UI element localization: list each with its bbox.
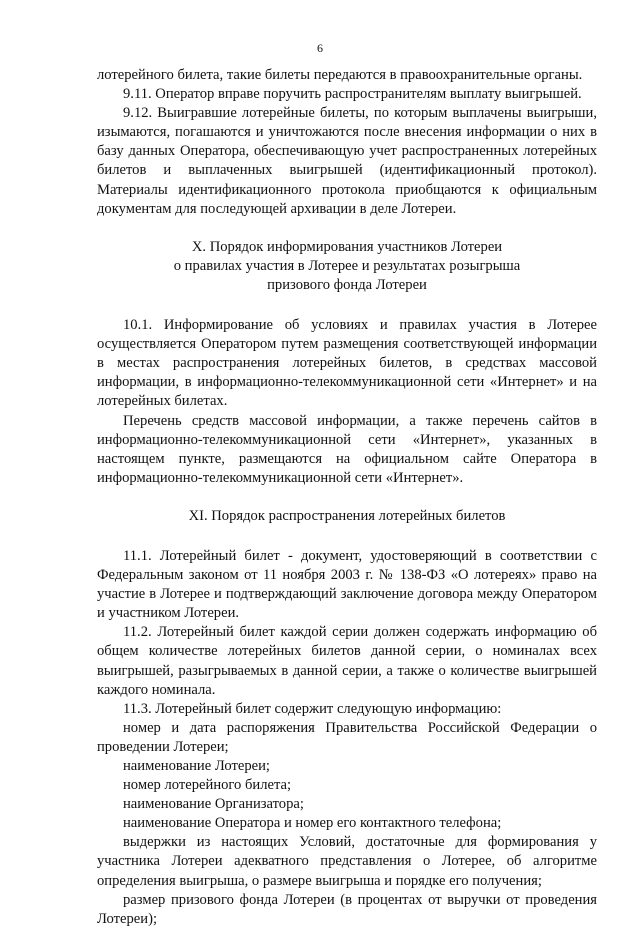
paragraph: номер и дата распоряжения Правительства Российской Федерации о проведении Лотереи; [97,719,597,755]
paragraph: 11.2. Лотерейный билет каждой серии должен содержать информацию об общем количестве лотерейных билетов данной серии, о номиналах всех выигрышей, разыгрываемых в данной серии, а также о количестве выигрышей каждого номинала. [97,624,597,698]
section-spacer [97,526,597,547]
section-spacer [97,219,597,238]
paragraph: лотерейного билета, такие билеты передаются в правоохранительные органы. [97,67,583,83]
paragraph: 9.12. Выигравшие лотерейные билеты, по которым выплачены выигрыши, изымаются, погашаются и уничтожаются после внесения информации о них в базу данных Оператора, обеспечивающую учет распространенных лотерейных билетов и выплаченных выигрышей (идентификационный протокол). Материалы идентификационного протокола приобщаются к официальным документам для последующей архивации в деле Лотереи. [97,105,597,217]
section-heading-line: о правилах участия в Лотерее и результатах розыгрыша [173,257,521,274]
paragraph: наименование Лотереи; [123,758,270,774]
paragraph: номер лотерейного билета; [123,777,292,794]
section-spacer [97,295,597,316]
section-spacer [97,488,597,507]
page-number: 6 [317,41,323,55]
paragraph: выдержки из настоящих Условий, достаточные для формирования у участника Лотереи адекватного представления о Лотерее, об алгоритме определения выигрыша, о размере выигрыша и порядке его получения; [97,834,597,889]
paragraph: 11.1. Лотерейный билет - документ, удостоверяющий в соответствии с Федеральным законом от 11 ноября 2003 г. № 138-ФЗ «О лотереях» право на участие в Лотерее и подтверждающий заключение договора между Оператором и участником Лотереи. [97,547,597,622]
section-heading-line: XI. Порядок распространения лотерейных билетов [188,507,506,524]
paragraph: размер призового фонда Лотереи (в процентах от выручки от проведения Лотереи); [97,891,597,927]
paragraph: 10.1. Информирование об условиях и правилах участия в Лотерее осуществляется Оператором путем размещения соответствующей информации в местах распространения лотерейных билетов, в средствах массовой информации, в информационно-телекоммуникационной сети «Интернет» и на лотерейных билетах. [97,317,597,410]
section-heading-line: призового фонда Лотереи [267,276,427,293]
section-heading-line: X. Порядок информирования участников Лотереи [191,238,503,255]
paragraph: Перечень средств массовой информации, а также перечень сайтов в информационно-телекоммуникационной сети «Интернет», указанных в настоящем пункте, размещаются на официальном сайте Оператора в информационно-телекоммуникационной сети «Интернет». [97,412,597,486]
paragraph: наименование Оператора и номер его контактного телефона; [123,815,502,832]
paragraph: 9.11. Оператор вправе поручить распространителям выплату выигрышей. [123,86,582,103]
paragraph: 11.3. Лотерейный билет содержит следующую информацию: [123,700,502,717]
paragraph: наименование Организатора; [123,796,304,813]
document-body [97,66,597,929]
